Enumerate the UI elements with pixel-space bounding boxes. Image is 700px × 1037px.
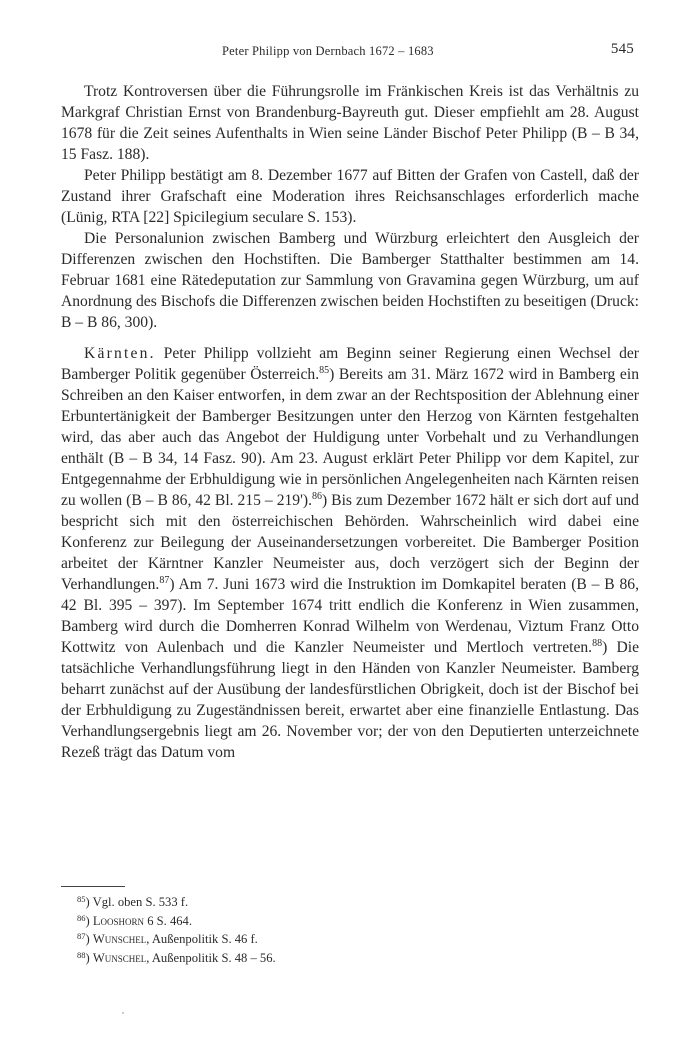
footnote-text: , Außenpolitik S. 48 – 56. bbox=[146, 950, 276, 965]
footnote-author: Looshorn bbox=[92, 913, 145, 928]
page-number: 545 bbox=[610, 41, 634, 57]
footnote: $^{86}$) Looshorn 6 S. 464. bbox=[77, 912, 192, 928]
footnote-text: 6 S. 464. bbox=[144, 913, 192, 928]
footnote-divider bbox=[61, 886, 125, 887]
footnote-number: 88 bbox=[77, 949, 86, 960]
text-segment: Peter Philipp vollzieht am Beginn seiner Regierung einen Wechsel der Bamberger Politik gegenüber Österreich. bbox=[61, 345, 639, 383]
text-segment: ) Am 7. Juni 1673 wird die Instruktion im Domkapitel beraten (B – B 86, 42 Bl. 395 – 397). Im September 1674 tritt endlich die Konferenz in Wien zusammen, Bamberg wird durch die Domherren Konrad Wilhelm von Werdenau, Viztum Franz Otto Kottwitz von Aulenbach und die Kanzler Neumeister und Mertloch vertreten. bbox=[61, 576, 639, 656]
paragraph-brandenburg: Trotz Kontroversen über die Führungsrolle im Fränkischen Kreis ist das Verhältnis zu Markgraf Christian Ernst von Brandenburg-Bayreuth gut. Dieser empfiehlt am 28. August 1678 für die Zeit seines Aufenthalts in Wien seine Länder Bischof Peter Philipp (B – B 34, 15 Fasz. 188). bbox=[61, 83, 639, 163]
text-segment: ) Die tatsächliche Verhandlungsführung liegt in den Händen von Kanzler Neumeister. Bamberg beharrt zunächst auf der Ausübung der landesfürstlichen Obrigkeit, doch ist der Bischof bei der Erbhuldigung zu Zugeständnissen bereit, erwartet aber eine finanzielle Entlastung. Das Verhandlungsergebnis liegt am 26. November vor; der von den Deputierten unterzeichnete Rezeß trägt das Datum vom bbox=[61, 639, 639, 761]
section-label-kaernten: Kärnten. bbox=[84, 345, 156, 362]
footnote-text: Vgl. oben S. 533 f. bbox=[92, 895, 189, 909]
footnote: $^{88}$) Wunschel, Außenpolitik S. 48 – 56. bbox=[77, 949, 276, 965]
footnote-author: Wunschel bbox=[92, 950, 147, 965]
footnote-number: 85 bbox=[77, 894, 86, 904]
running-title: Peter Philipp von Dernbach 1672 – 1683 bbox=[222, 44, 434, 58]
paragraph-castell: Peter Philipp bestätigt am 8. Dezember 1677 auf Bitten der Grafen von Castell, daß der Zustand ihrer Grafschaft eine Moderation ihres Reichsanschlages erforderlich mache (Lünig, RTA [22] Spicilegium seculare S. 153). bbox=[61, 167, 639, 226]
footnote-number: 86 bbox=[77, 912, 86, 923]
text-segment: ) Bereits am 31. März 1672 wird in Bamberg ein Schreiben an den Kaiser entworfen, in dem zwar an der Rechtsposition der Ablehnung einer Erbuntertänigkeit der Bamberger Besitzungen unter den Herzog von Kärnten festgehalten wird, das aber auch das Angebot der Huldigung unter Vorbehalt und zu Verhandlungen enthält (B – B 34, 14 Fasz. 90). Am 23. August erklärt Peter Philipp vor dem Kapitel, zur Entgegennahme der Erbhuldigung wie in persönlichen Angelegenheiten nach Kärnten reisen zu wollen (B – B 86, 42 Bl. 215 – 219'). bbox=[61, 366, 639, 509]
footnote-ref: 88 bbox=[592, 638, 603, 649]
footnote-ref: 87 bbox=[159, 575, 170, 586]
footnote-number: 87 bbox=[77, 931, 86, 941]
running-header bbox=[60, 40, 640, 62]
footnote: $^{85}$) Vgl. oben S. 533 f. bbox=[77, 894, 189, 909]
footnote: $^{87}$) Wunschel, Außenpolitik S. 46 f. bbox=[77, 931, 258, 946]
footnote-ref: 86 bbox=[312, 491, 322, 502]
footnote-text: , Außenpolitik S. 46 f. bbox=[146, 932, 258, 946]
footnotes bbox=[77, 893, 497, 967]
main-text bbox=[61, 81, 639, 763]
footnote-ref: 85 bbox=[319, 365, 330, 376]
text-segment: ) Bis zum Dezember 1672 hält er sich dort auf und bespricht sich mit den österreichischen Behörden. Wahrscheinlich wird dabei eine Konferenz zur Beilegung der Auseinandersetzungen vorbereitet. Die Bamberger Position arbeitet der Kärntner Kanzler Neumeister aus, doch verzögert sich der Beginn der Verhandlungen. bbox=[61, 492, 639, 593]
paragraph-wuerzburg: Die Personalunion zwischen Bamberg und Würzburg erleichtert den Ausgleich der Differenzen zwischen den Hochstiften. Die Bamberger Statthalter bestimmen am 14. Februar 1681 eine Rätedeputation zur Sammlung von Gravamina gegen Würzburg, um auf Anordnung des Bischofs die Differenzen zwischen beiden Hochstiften zu beseitigen (Druck: B – B 86, 300). bbox=[61, 230, 639, 331]
scan-speck bbox=[122, 1012, 124, 1014]
paragraph-kaernten bbox=[61, 343, 639, 763]
footnote-author: Wunschel bbox=[92, 932, 147, 946]
